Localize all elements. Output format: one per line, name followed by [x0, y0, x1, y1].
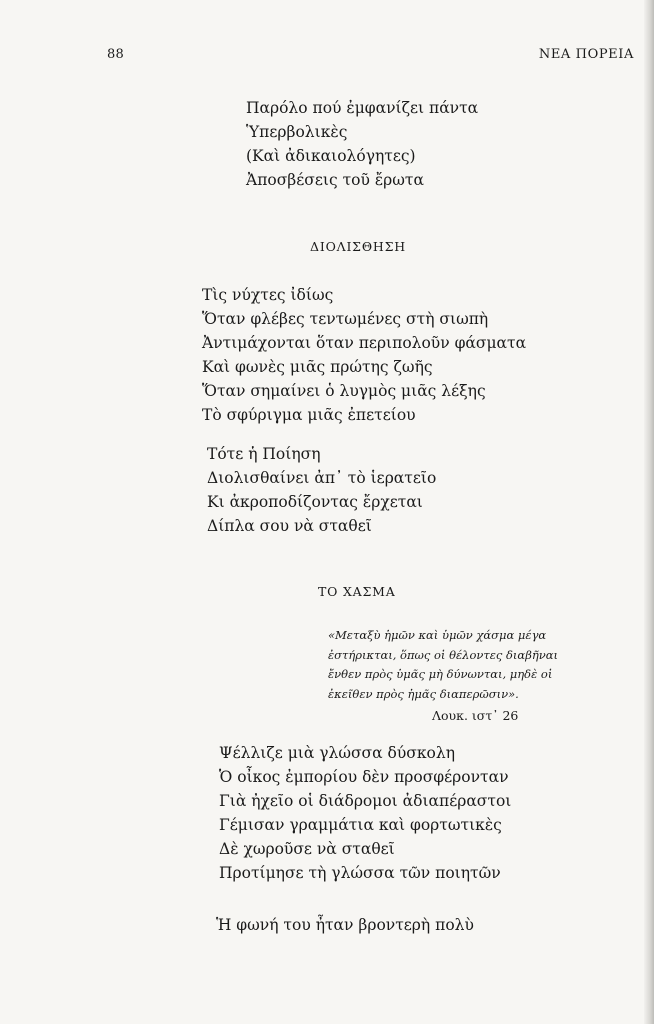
epigraph-line: «Μεταξὺ ἡμῶν καὶ ὑμῶν χάσμα μέγα: [328, 628, 547, 642]
poem-title-diolisthisi: ΔΙΟΛΙΣΘΗΣΗ: [310, 239, 406, 254]
epigraph-line: ἐστήρικται, ὅπως οἱ θέλοντες διαβῆναι: [328, 647, 559, 662]
epigraph: [328, 626, 568, 723]
poem-line: Τὸ σφύριγμα μιᾶς ἐπετείου: [202, 406, 416, 424]
poem-line: Ὑπερβολικὲς: [246, 123, 348, 141]
epigraph-quote: [328, 626, 568, 704]
poem-line: (Καὶ ἀδικαιολόγητες): [246, 147, 416, 165]
poem-line: Παρόλο πού ἐμφανίζει πάντα: [246, 99, 479, 117]
epigraph-reference: Λουκ. ιστ᾽ 26: [432, 708, 519, 723]
poem-line: Προτίμησε τὴ γλώσσα τῶν ποιητῶν: [219, 864, 501, 882]
poem-line: Δίπλα σου νὰ σταθεῖ: [207, 517, 372, 535]
poem-line: Κι ἀκροποδίζοντας ἔρχεται: [207, 493, 423, 511]
poem-title-to-chasma: ΤΟ ΧΑΣΜΑ: [318, 584, 396, 599]
poem-line: Ἡ φωνή του ἦταν βροντερὴ πολὺ: [216, 916, 474, 934]
epigraph-line: ἔνθεν πρὸς ὑμᾶς μὴ δύνωνται, μηδὲ οἱ: [328, 667, 553, 681]
running-head: ΝΕΑ ΠΟΡΕΙΑ: [538, 47, 634, 62]
poem-line: Τότε ἡ Ποίηση: [207, 445, 321, 463]
diolisthisi-stanza-2: [207, 442, 436, 538]
poem-line: Διολισθαίνει ἀπ᾽ τὸ ἱερατεῖο: [207, 469, 437, 487]
poem-line: Ἀντιμάχονται ὅταν περιπολοῦν φάσματα: [202, 334, 527, 352]
previous-poem-ending: [246, 96, 478, 192]
poem-line: Ψέλλιζε μιὰ γλώσσα δύσκολη: [219, 744, 455, 762]
poem-line: Ὅταν φλέβες τεντωμένες στὴ σιωπὴ: [202, 310, 489, 328]
poem-line: Γιὰ ἠχεῖο οἱ διάδρομοι ἀδιαπέραστοι: [219, 792, 512, 810]
chasma-stanza-2: [216, 913, 474, 937]
poem-line: Γέμισαν γραμμάτια καὶ φορτωτικὲς: [219, 816, 502, 834]
page-edge-shadow: [644, 0, 654, 1024]
diolisthisi-stanza-1: [202, 283, 526, 427]
chasma-stanza-1: [219, 741, 511, 885]
poem-line: Δὲ χωροῦσε νὰ σταθεῖ: [219, 840, 395, 858]
poem-line: Ὁ οἶκος ἐμπορίου δὲν προσφέρονταν: [219, 768, 509, 786]
epigraph-line: ἐκεῖθεν πρὸς ἡμᾶς διαπερῶσιν».: [328, 686, 519, 701]
poem-line: Τὶς νύχτες ἰδίως: [202, 286, 334, 304]
poem-line: Καὶ φωνὲς μιᾶς πρώτης ζωῆς: [202, 358, 433, 376]
page-number: 88: [107, 47, 124, 62]
poem-line: Ἀποσβέσεις τοῦ ἔρωτα: [246, 171, 424, 189]
poem-line: Ὅταν σημαίνει ὁ λυγμὸς μιᾶς λέξης: [202, 382, 486, 400]
